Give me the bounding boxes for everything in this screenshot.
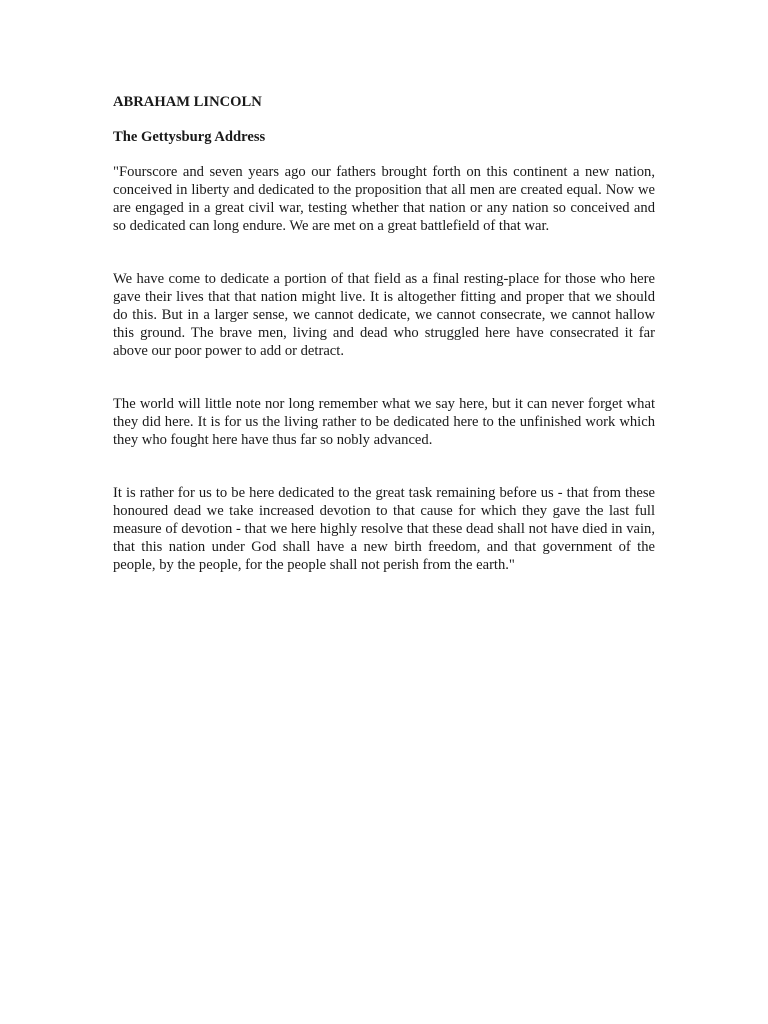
paragraph-4: It is rather for us to be here dedicated to the great task remaining before us - that from these honoured dead we take increased devotion to that cause for which they gave the last full measure of devotion - that we here highly resolve that these dead shall not have died in vain, that this nation under God shall have a new birth freedom, and that government of the people, by the people, for the people shall not perish from the earth." — [113, 485, 655, 573]
paragraph-1: "Fourscore and seven years ago our fathers brought forth on this continent a new nation, conceived in liberty and dedicated to the proposition that all men are created equal. Now we are engaged in a great civil war, testing whether that nation or any nation so conceived and so dedicated can long endure. We are met on a great battlefield of that war. — [113, 164, 655, 234]
author-heading: ABRAHAM LINCOLN — [113, 94, 262, 110]
paragraph-3: The world will little note nor long remember what we say here, but it can never forget what they did here. It is for us the living rather to be dedicated here to the unfinished work which they who fought here have thus far so nobly advanced. — [113, 396, 655, 448]
document-title: The Gettysburg Address — [113, 129, 266, 145]
paragraph-2: We have come to dedicate a portion of that field as a final resting-place for those who here gave their lives that that nation might live. It is altogether fitting and proper that we should do this. But in a larger sense, we cannot dedicate, we cannot consecrate, we cannot hallow this ground. The brave men, living and dead who struggled here have consecrated it far above our poor power to add or detract. — [113, 271, 655, 359]
document-page — [113, 93, 655, 574]
